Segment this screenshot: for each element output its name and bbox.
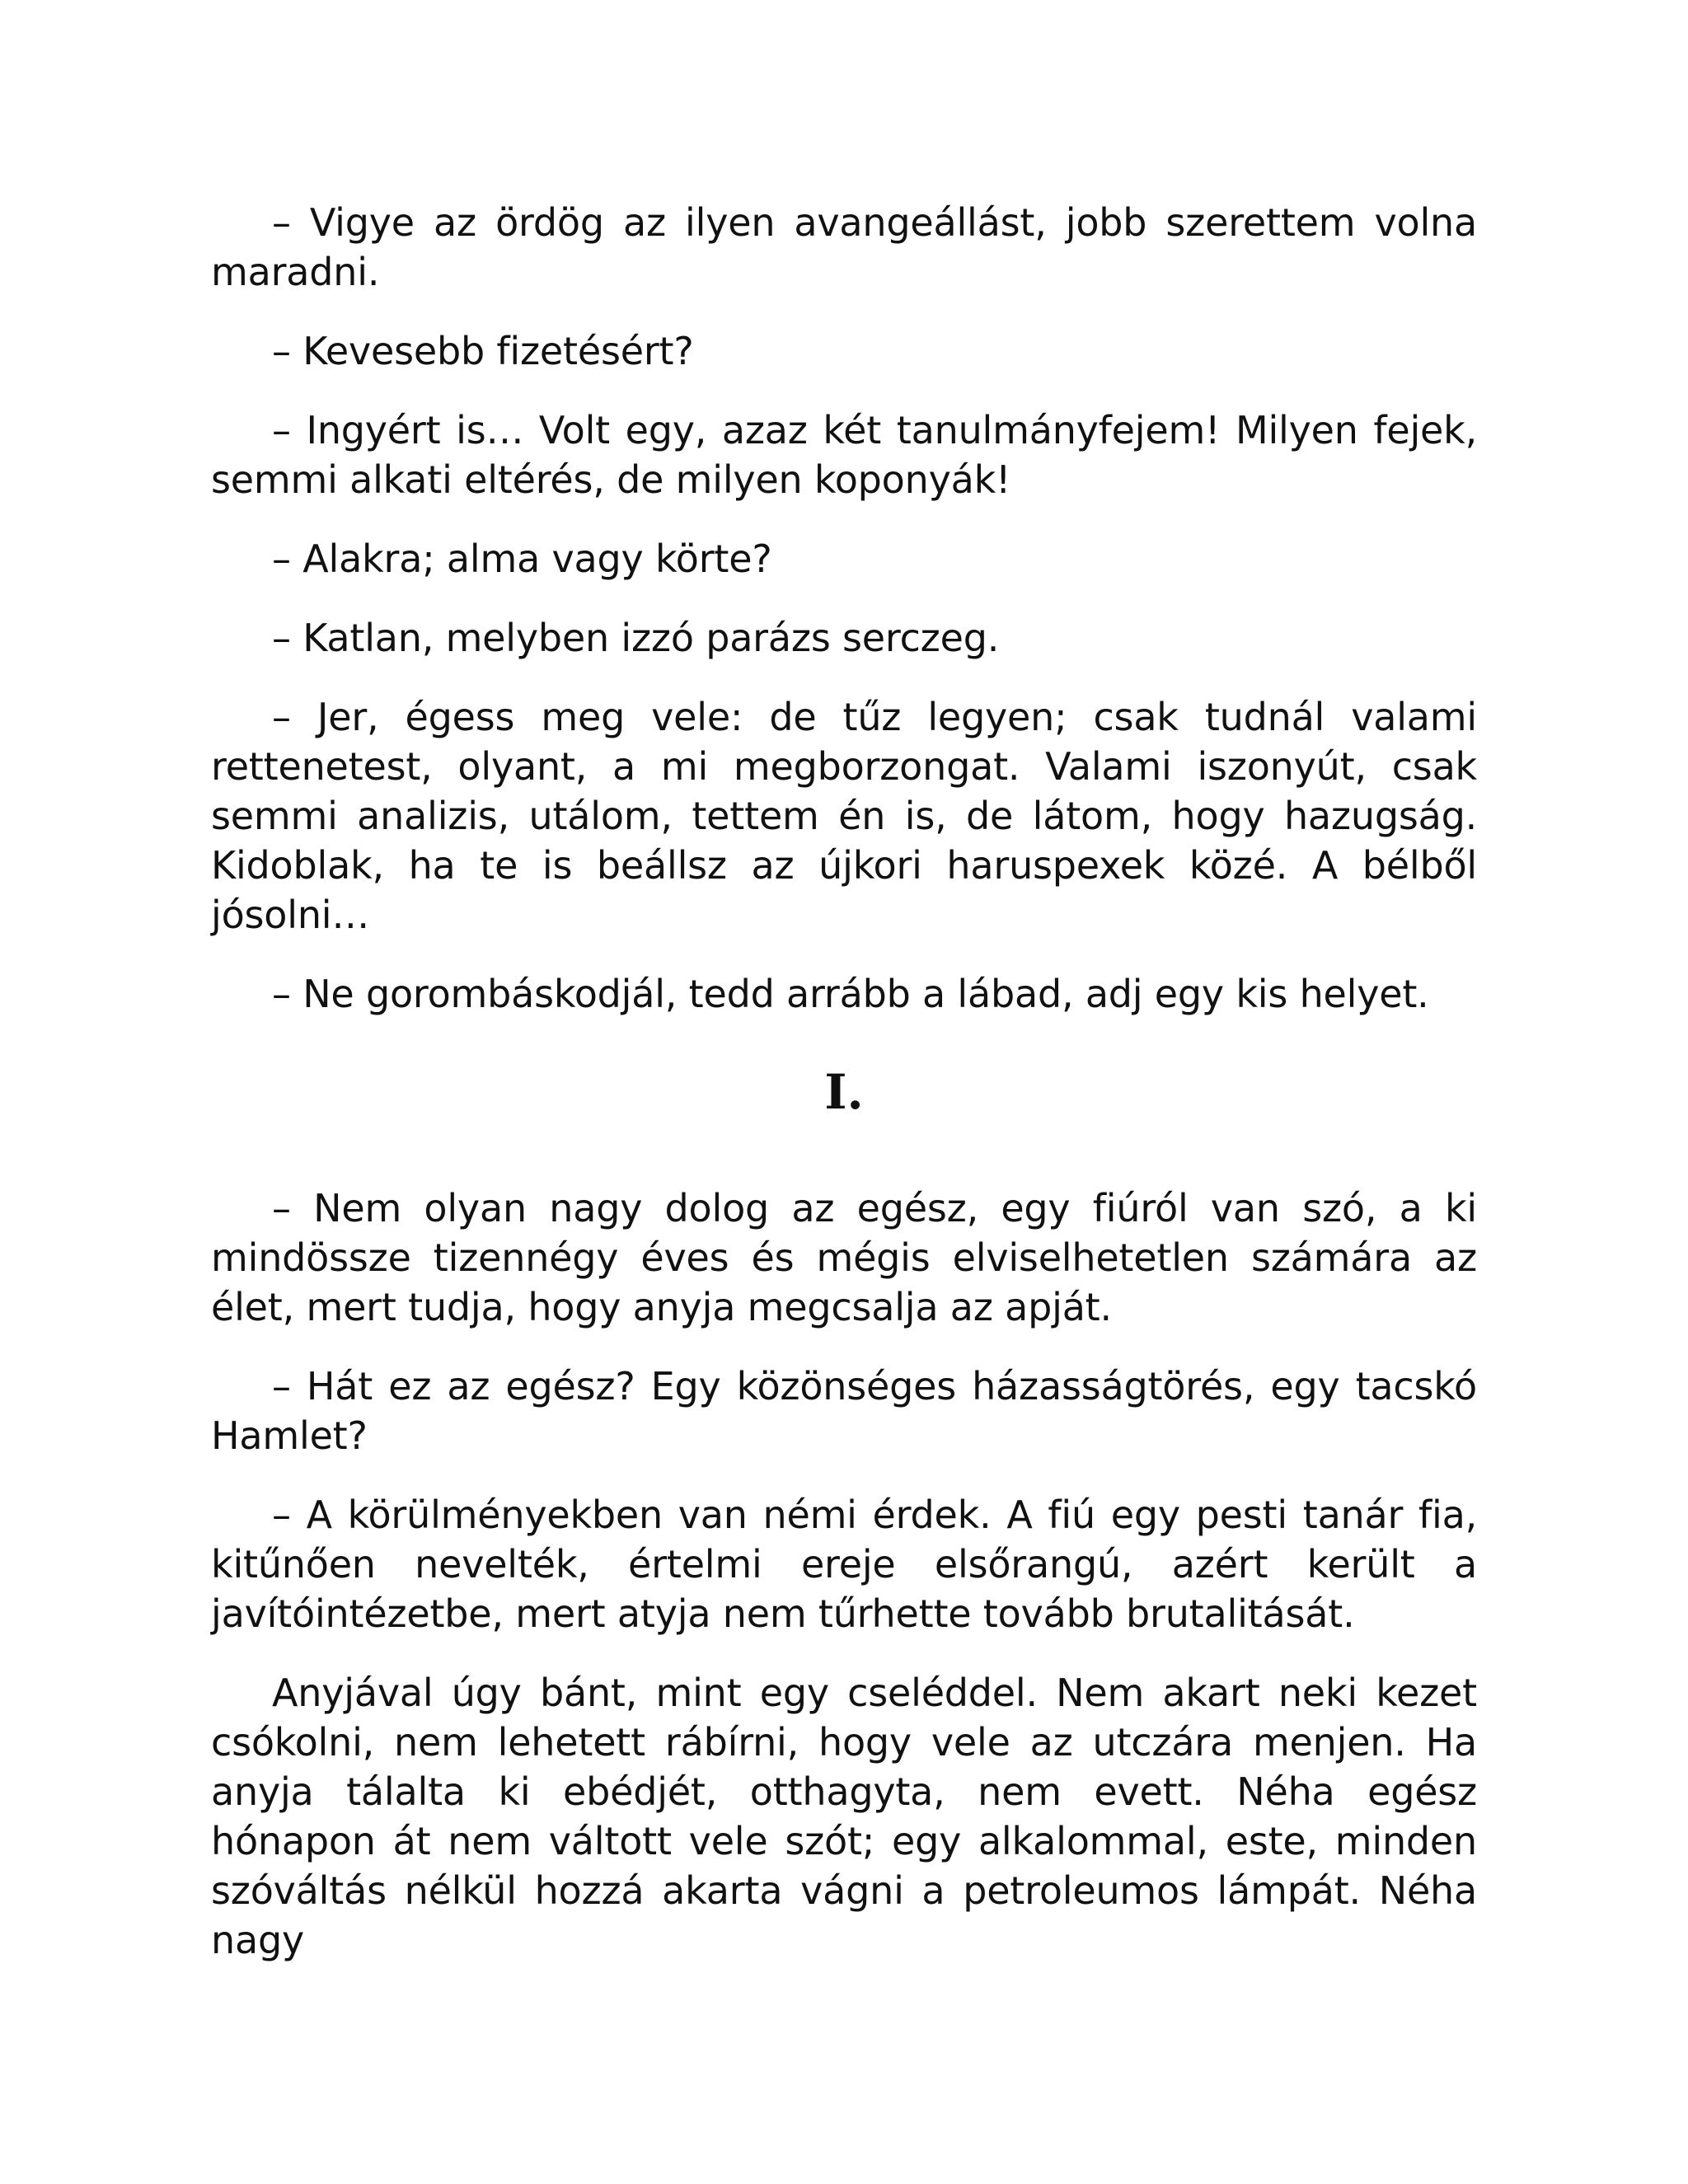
- paragraph: – Jer, égess meg vele: de tűz legyen; csak tudnál valami rettenetest, olyant, a mi megborzongat. Valami iszonyút, csak semmi analizis, utálom, tettem én is, de látom, hogy hazugság. Kidoblak, ha te is beállsz az újkori haruspexek közé. A bélből jósolni…: [211, 695, 1477, 937]
- paragraph: – Nem olyan nagy dolog az egész, egy fiúról van szó, a ki mindössze tizennégy éves és mégis elviselhetetlen számára az élet, mert tudja, hogy anyja megcsalja az apját.: [211, 1186, 1477, 1329]
- page-body: [211, 198, 1477, 1994]
- paragraph: – Kevesebb fizetésért?: [272, 329, 694, 373]
- paragraph: – A körülményekben van némi érdek. A fiú egy pesti tanár fia, kitűnően nevelték, értelmi ereje elsőrangú, azért került a javítóintézetbe, mert atyja nem tűrhette tovább brutalitását.: [211, 1493, 1477, 1636]
- paragraph: – Ingyért is… Volt egy, azaz két tanulmányfejem! Milyen fejek, semmi alkati eltérés, de milyen koponyák!: [211, 408, 1477, 502]
- chapter-heading: I.: [824, 1064, 864, 1120]
- paragraph: Anyjával úgy bánt, mint egy cseléddel. Nem akart neki kezet csókolni, nem lehetett rábírni, hogy vele az utczára menjen. Ha anyja tálalta ki ebédjét, otthagyta, nem evett. Néha egész hónapon át nem váltott vele szót; egy alkalommal, este, minden szóváltás nélkül hozzá akarta vágni a petroleumos lámpát. Néha nagy: [211, 1671, 1477, 1962]
- paragraph: – Vigye az ördög az ilyen avangeállást, jobb szerettem volna maradni.: [211, 200, 1477, 294]
- paragraph: – Hát ez az egész? Egy közönséges házasságtörés, egy tacskó Hamlet?: [211, 1364, 1477, 1458]
- paragraph: – Katlan, melyben izzó parázs serczeg.: [272, 616, 1000, 660]
- paragraph: – Alakra; alma vagy körte?: [272, 537, 772, 581]
- paragraph: – Ne gorombáskodjál, tedd arrább a lábad, adj egy kis helyet.: [272, 972, 1429, 1016]
